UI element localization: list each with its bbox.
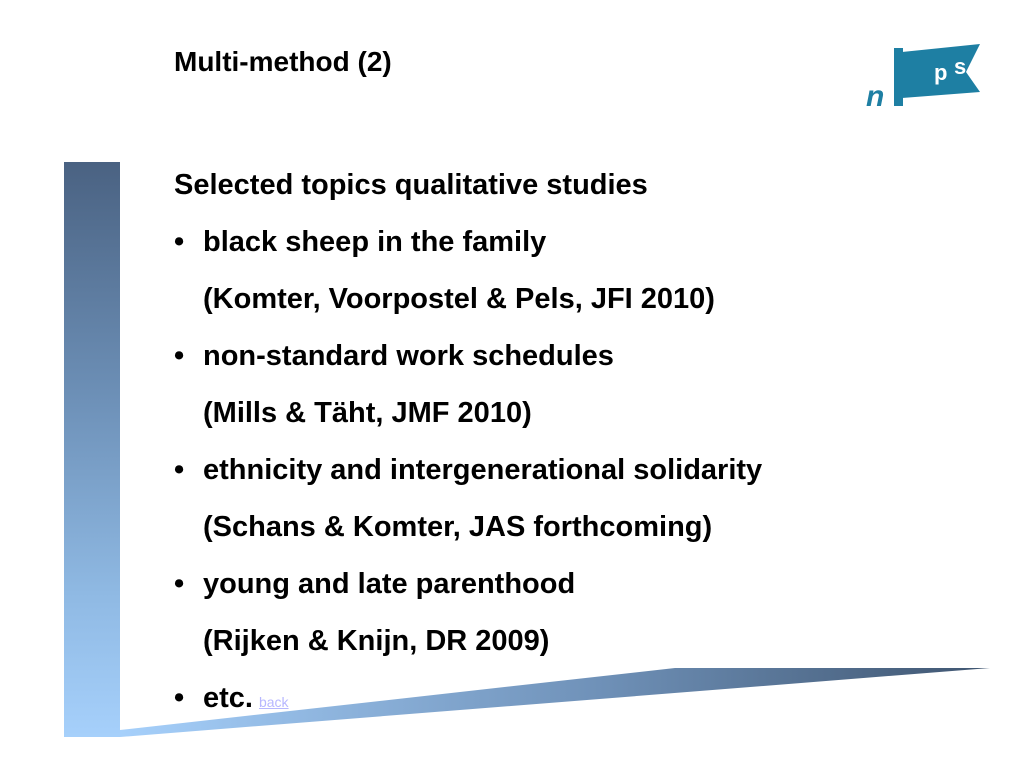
list-item-etc xyxy=(174,670,934,727)
list-item xyxy=(174,214,934,271)
list-item xyxy=(174,556,934,613)
bullet-icon: • xyxy=(174,454,185,486)
slide-title: Multi-method (2) xyxy=(174,46,392,77)
back-link[interactable]: back xyxy=(258,694,289,710)
topic-text: non-standard work schedules xyxy=(203,340,614,372)
section-heading: Selected topics qualitative studies xyxy=(174,169,648,201)
etc-text: etc. xyxy=(203,682,253,714)
citation-text: (Komter, Voorpostel & Pels, JFI 2010) xyxy=(203,283,715,315)
slide-content xyxy=(174,157,934,727)
topic-text: ethnicity and intergenerational solidarity xyxy=(203,454,763,486)
list-item xyxy=(174,442,934,499)
logo-letter-p: p xyxy=(934,60,948,85)
bullet-icon: • xyxy=(174,226,185,258)
topic-text: black sheep in the family xyxy=(203,226,547,258)
nkps-logo xyxy=(862,38,986,112)
bullet-icon: • xyxy=(174,340,185,372)
logo-k-stem xyxy=(894,48,903,106)
logo-letter-n: n xyxy=(866,80,885,112)
topic-text: young and late parenthood xyxy=(203,568,576,600)
logo-letter-s: s xyxy=(954,54,967,79)
list-item xyxy=(174,328,934,385)
bullet-icon: • xyxy=(174,682,185,714)
citation-text: (Mills & Täht, JMF 2010) xyxy=(203,397,532,429)
citation-text: (Rijken & Knijn, DR 2009) xyxy=(203,625,550,657)
citation-text: (Schans & Komter, JAS forthcoming) xyxy=(203,511,713,543)
bullet-icon: • xyxy=(174,568,185,600)
